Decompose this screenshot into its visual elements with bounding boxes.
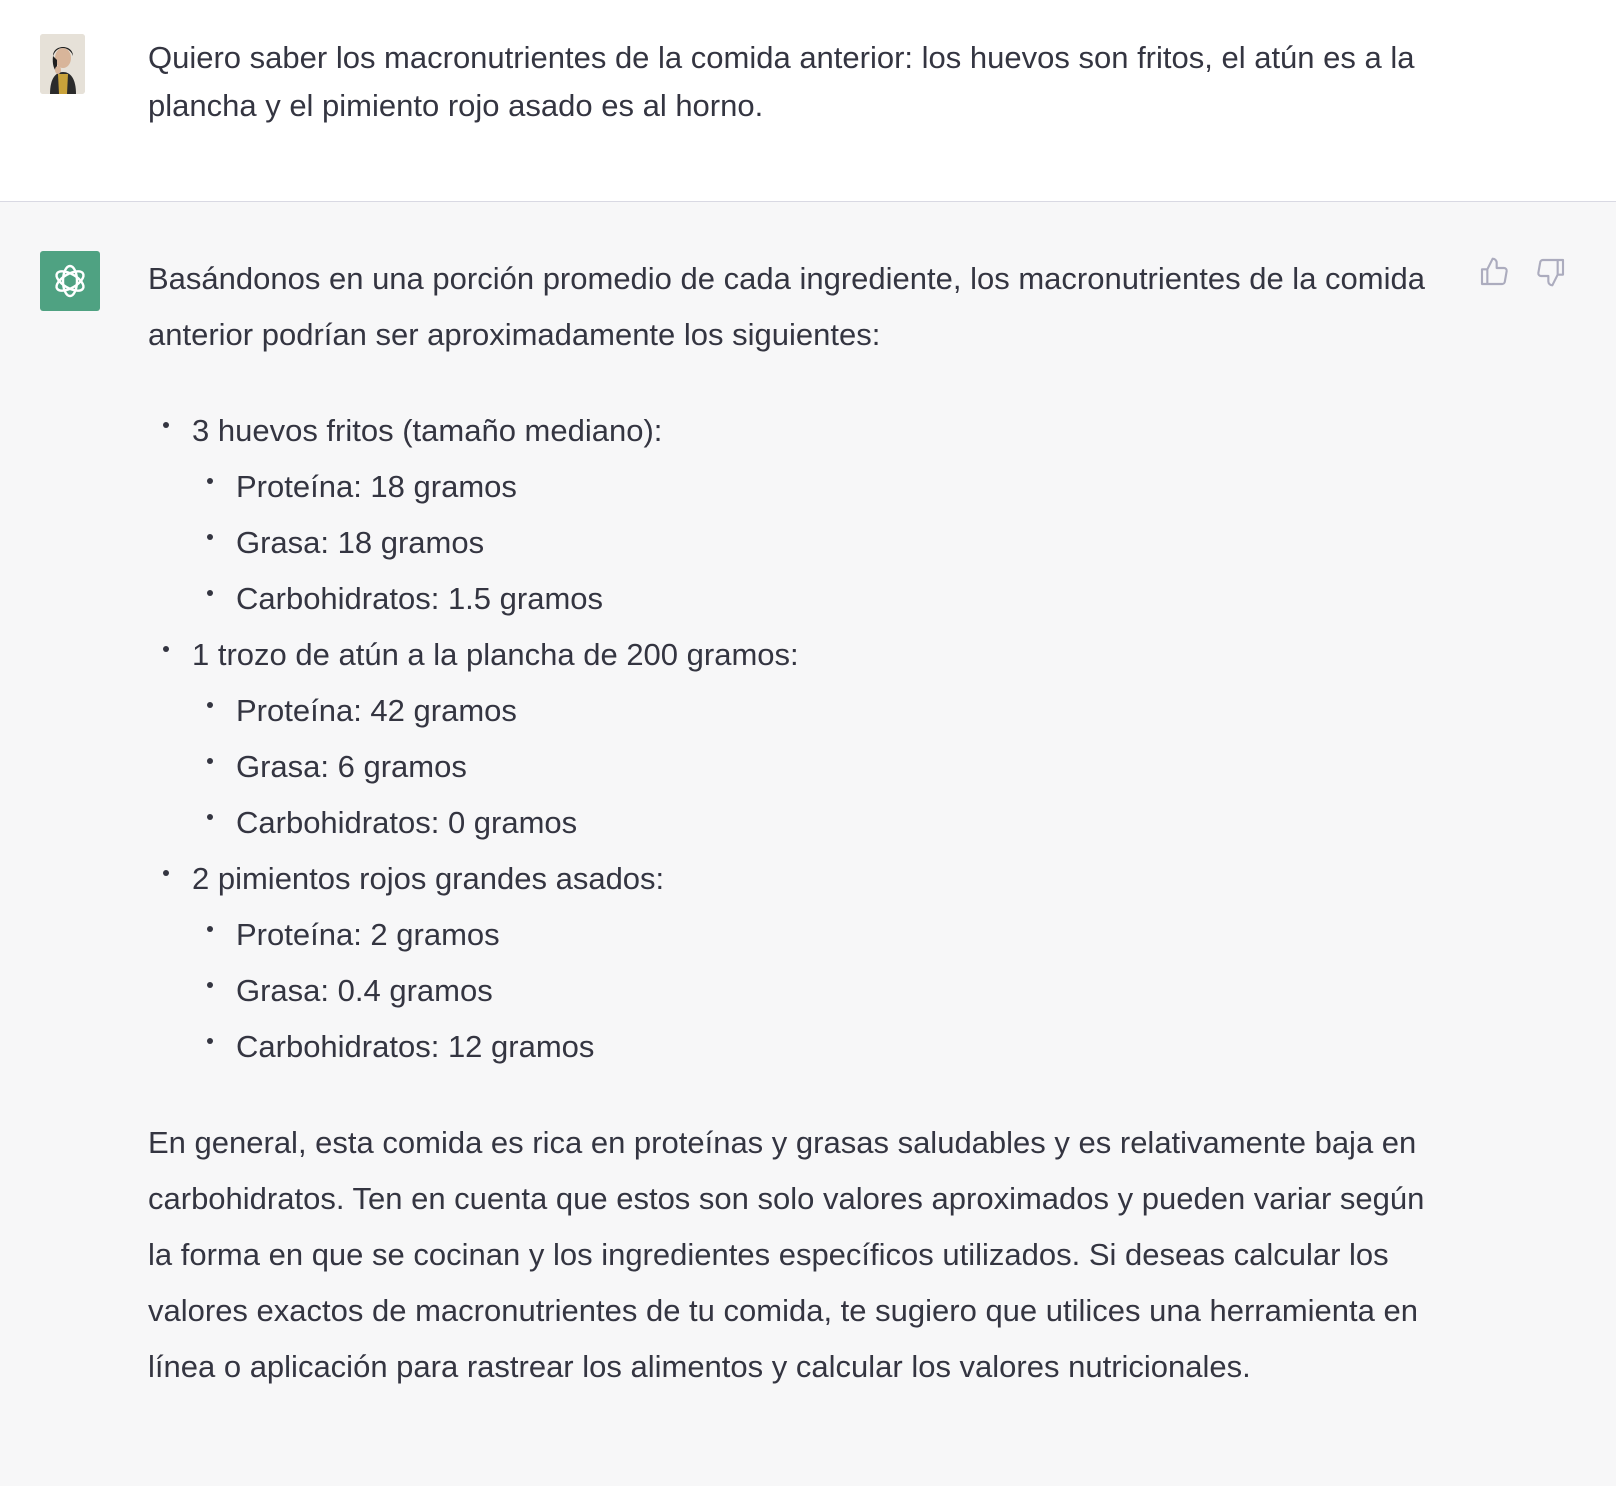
assistant-outro: En general, esta comida es rica en proteínas y grasas saludables y es relativamente baja en carbohidratos. Ten en cuenta que estos son solo valores aproximados y pueden variar según la forma en que se cocinan y los ingredientes específicos utilizados. Si deseas calcular los valores exactos de macronutrientes de tu comida, te sugiero que utilices una herramienta en línea o aplicación para rastrear los alimentos y calcular los valores nutricionales.	[148, 1125, 1425, 1384]
list-item	[148, 403, 1438, 627]
sub-list-item: Proteína: 42 gramos	[192, 683, 1438, 739]
user-message-row	[0, 0, 1616, 202]
list-item-label: 1 trozo de atún a la plancha de 200 gramos:	[192, 637, 799, 672]
sub-list-item: Grasa: 6 gramos	[192, 739, 1438, 795]
thumbs-down-icon	[1535, 256, 1567, 288]
sub-list	[192, 459, 1438, 627]
user-message-text: Quiero saber los macronutrientes de la comida anterior: los huevos son fritos, el atún es a la plancha y el pimiento rojo asado es al horno.	[148, 40, 1415, 123]
assistant-message-row	[0, 202, 1616, 1486]
user-avatar	[40, 34, 85, 94]
list-item	[148, 627, 1438, 851]
thumbs-up-icon	[1478, 256, 1510, 288]
sub-list-item: Carbohidratos: 0 gramos	[192, 795, 1438, 851]
sub-list	[192, 683, 1438, 851]
list-item-label: 3 huevos fritos (tamaño mediano):	[192, 413, 663, 448]
sub-list-item: Carbohidratos: 12 gramos	[192, 1019, 1438, 1075]
sub-list-item: Grasa: 0.4 gramos	[192, 963, 1438, 1019]
thumbs-up-button[interactable]	[1476, 254, 1512, 290]
assistant-message-body	[148, 251, 1438, 1395]
thumbs-down-button[interactable]	[1533, 254, 1569, 290]
assistant-intro: Basándonos en una porción promedio de cada ingrediente, los macronutrientes de la comida anterior podrían ser aproximadamente los siguientes:	[148, 261, 1425, 352]
sub-list-item: Proteína: 18 gramos	[192, 459, 1438, 515]
list-item	[148, 851, 1438, 1075]
list-item-label: 2 pimientos rojos grandes asados:	[192, 861, 665, 896]
openai-logo-icon	[49, 260, 91, 302]
sub-list	[192, 907, 1438, 1075]
sub-list-item: Proteína: 2 gramos	[192, 907, 1438, 963]
sub-list-item: Grasa: 18 gramos	[192, 515, 1438, 571]
assistant-avatar	[40, 251, 100, 311]
sub-list-item: Carbohidratos: 1.5 gramos	[192, 571, 1438, 627]
macronutrient-list	[148, 403, 1438, 1075]
user-avatar-photo-icon	[40, 34, 85, 94]
